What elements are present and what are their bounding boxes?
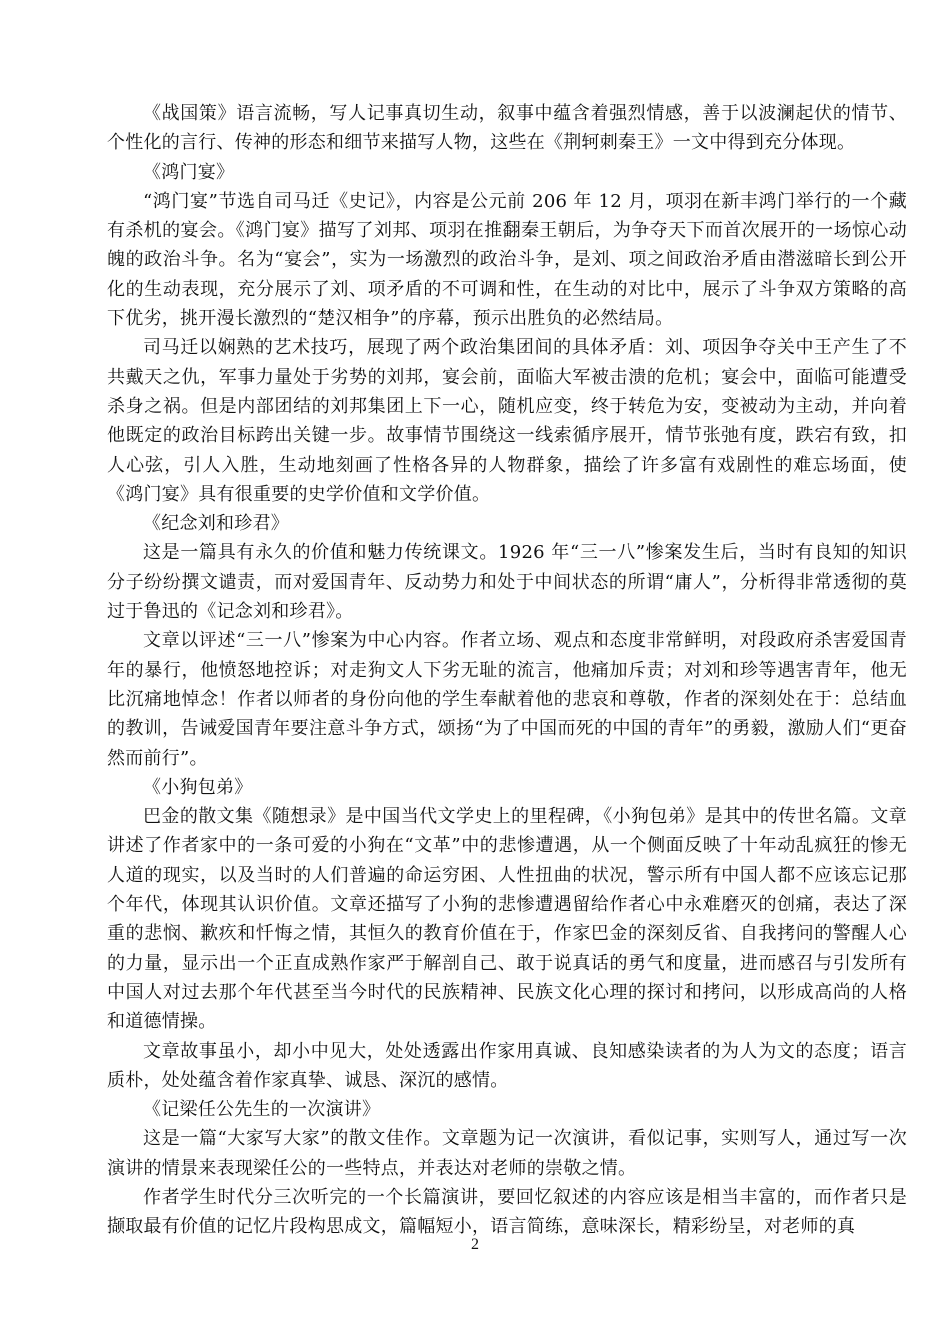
paragraph-zhanguoce: 《战国策》语言流畅，写人记事真切生动，叙事中蕴含着强烈情感，善于以波澜起伏的情节、个性化的言行、传神的形态和细节来描写人物，这些在《荆轲刺秦王》一文中得到充分体现。 [107, 103, 907, 154]
section-heading-xiaogoubaodi: 《小狗包弟》 [143, 776, 253, 798]
page-number: 2 [471, 1236, 479, 1253]
paragraph-hongmenyan-art: 司马迁以娴熟的艺术技巧，展现了两个政治集团间的具体矛盾：刘、项因争夺关中王产生了不共戴天之仇，军事力量处于劣势的刘邦，宴会前，面临大军被击溃的危机；宴会中，面临可能遭受杀身之祸。但是内部团结的刘邦集团上下一心，随机应变，终于转危为安，变被动为主动，并向着他既定的政治目标跨出关键一步。故事情节围绕这一线索循序展开，情节张弛有度，跌宕有致，扣人心弦，引人入胜，生动地刻画了性格各异的人物群象，描绘了许多富有戏剧性的难忘场面，使《鸿门宴》具有很重要的史学价值和文学价值。 [107, 337, 907, 505]
section-heading-liangrengong: 《记梁任公先生的一次演讲》 [143, 1099, 381, 1121]
paragraph-liuhezhen-intro: 这是一篇具有永久的价值和魅力传统课文。1926 年“三一八”惨案发生后，当时有良知的知识分子纷纷撰文谴责，而对爱国青年、反动势力和处于中间状态的所谓“庸人”，分析得非常透彻的莫过于鲁迅的《记念刘和珍君》。 [107, 542, 907, 623]
paragraph-liuhezhen-content: 文章以评述“三一八”惨案为中心内容。作者立场、观点和态度非常鲜明，对段政府杀害爱国青年的暴行，他愤怒地控诉；对走狗文人下劣无耻的流言，他痛加斥责；对刘和珍等遇害青年，他无比沉痛地悼念！作者以师者的身份向他的学生奉献着他的悲哀和尊敬，作者的深刻处在于：总结血的教训，告诫爱国青年要注意斗争方式，颂扬“为了中国而死的中国的青年”的勇毅，激励人们“更奋然而前行”。 [107, 630, 907, 769]
section-heading-liuhezhen: 《纪念刘和珍君》 [143, 513, 289, 535]
paragraph-hongmenyan-intro: “鸿门宴”节选自司马迁《史记》，内容是公元前 206 年 12 月，项羽在新丰鸿门举行的一个藏有杀机的宴会。《鸿门宴》描写了刘邦、项羽在推翻秦王朝后，为争夺天下而首次展开的一场惊心动魄的政治斗争。名为“宴会”，实为一场激烈的政治斗争，是刘、项之间政治矛盾由潜滋暗长到公开化的生动表现，充分展示了刘、项矛盾的不可调和性，在生动的对比中，展示了斗争双方策略的高下优劣，挑开漫长激烈的“楚汉相争”的序幕，预示出胜负的必然结局。 [107, 190, 907, 330]
section-heading-hongmenyan: 《鸿门宴》 [143, 161, 235, 183]
document-body [107, 99, 907, 1242]
paragraph-liangrengong-intro: 这是一篇“大家写大家”的散文佳作。文章题为记一次演讲，看似记事，实则写人，通过写一次演讲的情景来表现梁任公的一些特点，并表达对老师的崇敬之情。 [107, 1128, 907, 1179]
paragraph-xiaogoubaodi-style: 文章故事虽小，却小中见大，处处透露出作家用真诚、良知感染读者的为人为文的态度；语言质朴，处处蕴含着作家真挚、诚恳、深沉的感情。 [107, 1040, 907, 1091]
paragraph-xiaogoubaodi-intro: 巴金的散文集《随想录》是中国当代文学史上的里程碑，《小狗包弟》是其中的传世名篇。文章讲述了作者家中的一条可爱的小狗在“文革”中的悲惨遭遇，从一个侧面反映了十年动乱疯狂的惨无人道的现实，以及当时的人们普遍的命运穷困、人性扭曲的状况，警示所有中国人都不应该忘记那个年代，体现其认识价值。文章还描写了小狗的悲惨遭遇留给作者心中永难磨灭的创痛，表达了深重的悲悯、歉疚和忏悔之情，其恒久的教育价值在于，作家巴金的深刻反省、自我拷问的警醒人心的力量，显示出一个正直成熟作家严于解剖自己、敢于说真话的勇气和度量，进而感召与引发所有中国人对过去那个年代甚至当今时代的民族精神、民族文化心理的探讨和拷问，以形成高尚的人格和道德情操。 [107, 806, 907, 1033]
paragraph-liangrengong-content: 作者学生时代分三次听完的一个长篇演讲，要回忆叙述的内容应该是相当丰富的，而作者只是撷取最有价值的记忆片段构思成文，篇幅短小，语言简练，意味深长，精彩纷呈，对老师的真 [107, 1186, 907, 1238]
